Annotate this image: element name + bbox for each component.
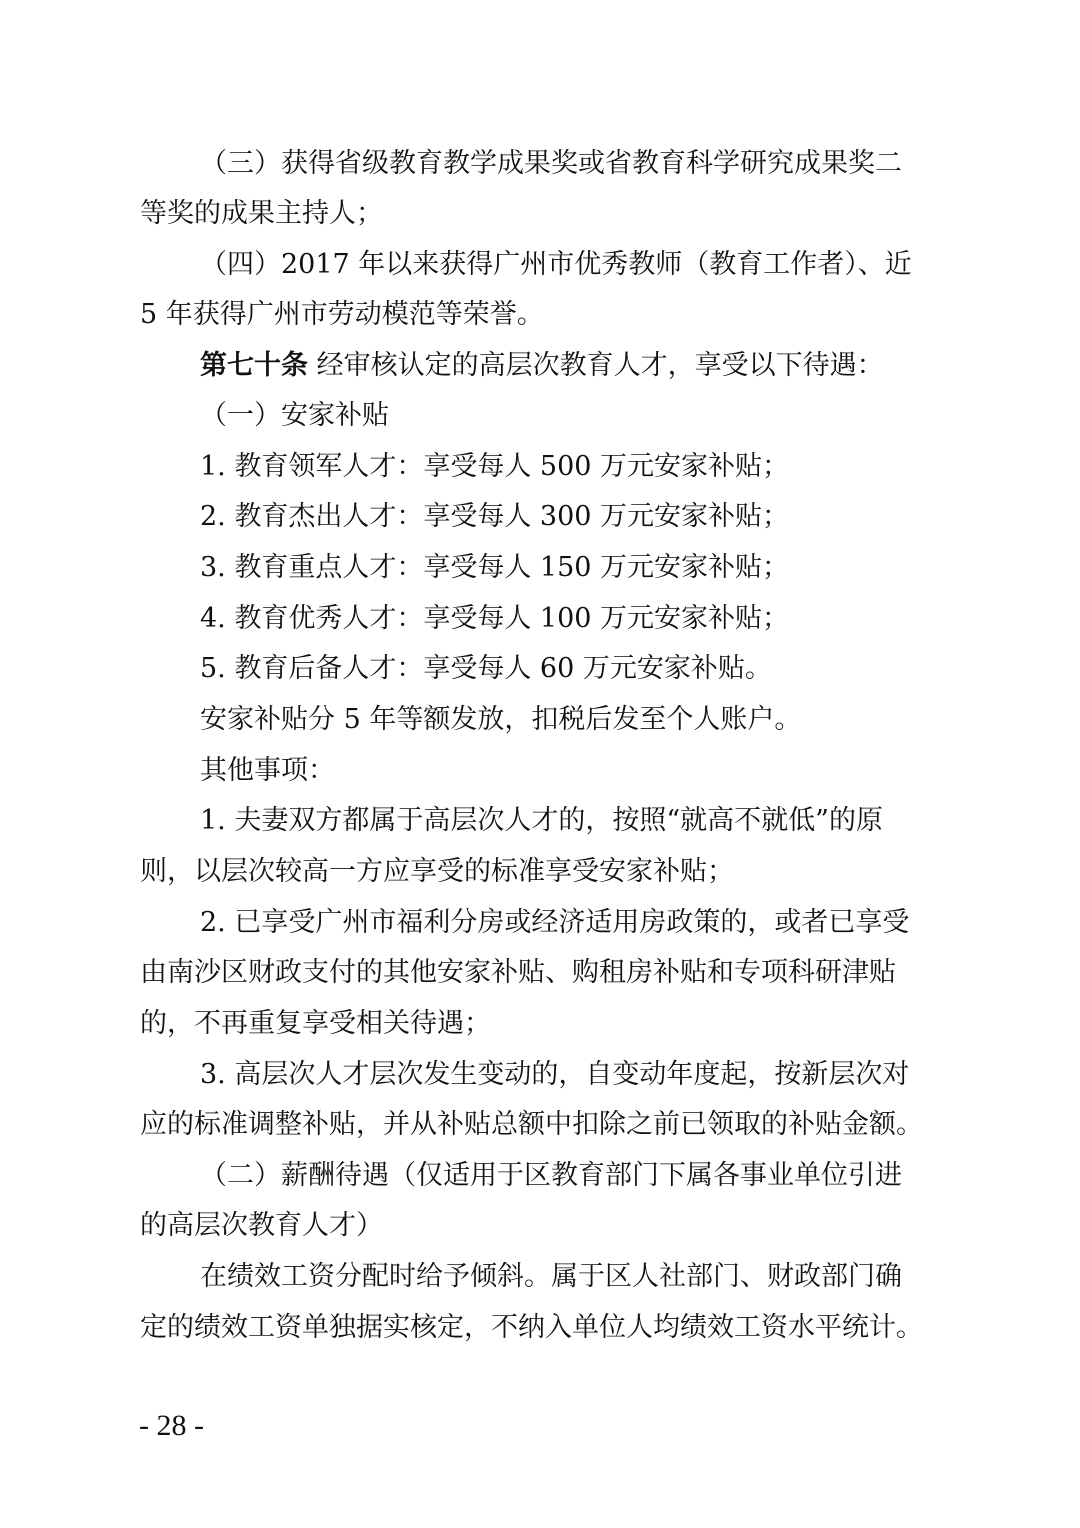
subsidy-item-1: 1. 教育领军人才：享受每人 500 万元安家补贴； xyxy=(200,451,790,482)
subsidy-item-5: 5. 教育后备人才：享受每人 60 万元安家补贴。 xyxy=(200,653,772,684)
subsidy-item-4: 4. 教育优秀人才：享受每人 100 万元安家补贴； xyxy=(200,603,790,634)
article-text: 经审核认定的高层次教育人才，享受以下待遇： xyxy=(308,350,884,381)
paragraph-3-line-1: （三）获得省级教育教学成果奖或省教育科学研究成果奖二 xyxy=(200,148,902,179)
other-item-2-line-1: 2. 已享受广州市福利分房或经济适用房政策的，或者已享受 xyxy=(200,907,910,938)
paragraph-4-line-2: 5 年获得广州市劳动模范等荣誉。 xyxy=(140,299,544,330)
other-item-3-line-2: 应的标准调整补贴，并从补贴总额中扣除之前已领取的补贴金额。 xyxy=(140,1109,923,1140)
section-salary-heading-line-1: （二）薪酬待遇（仅适用于区教育部门下属各事业单位引进 xyxy=(200,1160,902,1191)
other-item-3-line-1: 3. 高层次人才层次发生变动的，自变动年度起，按新层次对 xyxy=(200,1059,910,1090)
paragraph-3-line-2: 等奖的成果主持人； xyxy=(140,198,383,229)
page-number: - 28 - xyxy=(139,1409,204,1442)
subsidy-item-2: 2. 教育杰出人才：享受每人 300 万元安家补贴； xyxy=(200,501,790,532)
other-matters-heading: 其他事项： xyxy=(200,755,335,786)
article-label: 第七十条 xyxy=(200,350,308,381)
other-item-2-line-2: 由南沙区财政支付的其他安家补贴、购租房补贴和专项科研津贴 xyxy=(140,957,896,988)
subsidy-item-3: 3. 教育重点人才：享受每人 150 万元安家补贴； xyxy=(200,552,790,583)
other-item-2-line-3: 的，不再重复享受相关待遇； xyxy=(140,1008,491,1039)
article-70-line xyxy=(200,349,884,383)
other-item-1-line-2: 则，以层次较高一方应享受的标准享受安家补贴； xyxy=(140,856,734,887)
section-salary-heading-line-2: 的高层次教育人才） xyxy=(140,1210,383,1241)
distribution-note: 安家补贴分 5 年等额发放，扣税后发至个人账户。 xyxy=(200,704,802,735)
paragraph-4-line-1: （四）2017 年以来获得广州市优秀教师（教育工作者）、近 xyxy=(200,249,912,280)
salary-paragraph-line-2: 定的绩效工资单独据实核定，不纳入单位人均绩效工资水平统计。 xyxy=(140,1312,923,1343)
other-item-1-line-1: 1. 夫妻双方都属于高层次人才的，按照“就高不就低”的原 xyxy=(200,805,883,836)
salary-paragraph-line-1: 在绩效工资分配时给予倾斜。属于区人社部门、财政部门确 xyxy=(200,1261,902,1292)
section-housing-subsidy-heading: （一）安家补贴 xyxy=(200,400,389,431)
